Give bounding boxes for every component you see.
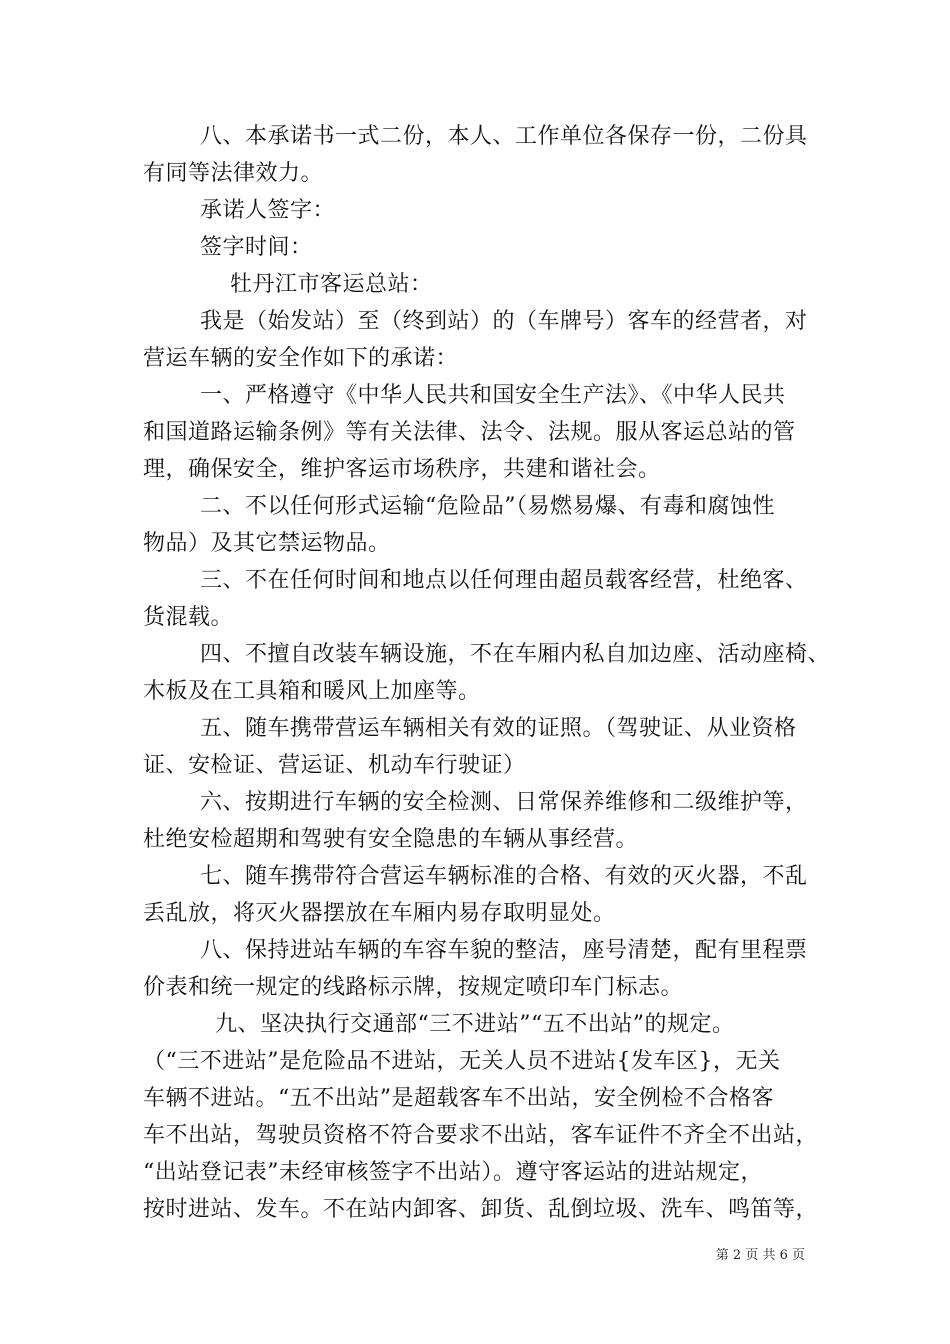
text-line: 理，确保安全，维护客运市场秩序，共建和谐社会。 bbox=[143, 457, 661, 482]
text-line: 九、坚决执行交通部“三不进站”“五不出站”的规定。 bbox=[215, 1012, 735, 1037]
text-line: 四、不擅自改装车辆设施，不在车厢内私自加边座、活动座椅、 bbox=[200, 642, 831, 667]
text-line: 我是（始发站）至（终到站）的（车牌号）客车的经营者，对 bbox=[200, 309, 808, 334]
text-line: 七、随车携带符合营运车辆标准的合格、有效的灭火器，不乱 bbox=[200, 864, 808, 889]
text-line: 营运车辆的安全作如下的承诺： bbox=[143, 346, 459, 371]
text-line: 货混载。 bbox=[143, 605, 234, 630]
text-line: 物品）及其它禁运物品。 bbox=[143, 531, 391, 556]
text-line: 价表和统一规定的线路标示牌，按规定喷印车门标志。 bbox=[143, 975, 684, 1000]
text-line: 签字时间： bbox=[200, 235, 313, 260]
page-number: 第 2 页 共 6 页 bbox=[715, 1248, 805, 1263]
text-line: 三、不在任何时间和地点以任何理由超员载客经营，杜绝客、 bbox=[200, 568, 808, 593]
text-line: 承诺人签字： bbox=[200, 198, 336, 223]
text-line: 二、不以任何形式运输“危险品”（易燃易爆、有毒和腐蚀性 bbox=[200, 494, 775, 519]
text-line: 五、随车携带营运车辆相关有效的证照。（驾驶证、从业资格 bbox=[200, 716, 797, 741]
text-line: 木板及在工具箱和暖风上加座等。 bbox=[143, 679, 481, 704]
text-line: “出站登记表”未经审核签字不出站）。遵守客运站的进站规定， bbox=[143, 1160, 763, 1185]
text-line: 一、严格遵守《中华人民共和国安全生产法》、《中华人民共 bbox=[200, 383, 786, 408]
text-line: 有同等法律效力。 bbox=[143, 161, 324, 186]
text-line: 和国道路运输条例》等有关法律、法令、法规。服从客运总站的管 bbox=[143, 420, 796, 445]
text-line: （“三不进站”是危险品不进站，无关人员不进站{发车区}，无关 bbox=[143, 1049, 781, 1074]
text-line: 丢乱放，将灭火器摆放在车厢内易存取明显处。 bbox=[143, 901, 616, 926]
document-body bbox=[143, 118, 831, 1228]
text-line: 证、安检证、营运证、机动车行驶证） bbox=[143, 753, 526, 778]
text-line: 车不出站，驾驶员资格不符合要求不出站，客车证件不齐全不出站， bbox=[143, 1123, 819, 1148]
text-line: 车辆不进站。“五不出站”是超载客车不出站，安全例检不合格客 bbox=[143, 1086, 774, 1111]
text-line: 按时进站、发车。不在站内卸客、卸货、乱倒垃圾、洗车、鸣笛等， bbox=[143, 1197, 819, 1222]
text-line: 八、保持进站车辆的车容车貌的整洁，座号清楚，配有里程票 bbox=[200, 938, 808, 963]
text-line: 八、本承诺书一式二份，本人、工作单位各保存一份，二份具 bbox=[200, 124, 808, 149]
text-line: 杜绝安检超期和驾驶有安全隐患的车辆从事经营。 bbox=[143, 827, 639, 852]
text-line: 六、按期进行车辆的安全检测、日常保养维修和二级维护等， bbox=[200, 790, 808, 815]
addressee-line: 牡丹江市客运总站： bbox=[230, 272, 433, 297]
